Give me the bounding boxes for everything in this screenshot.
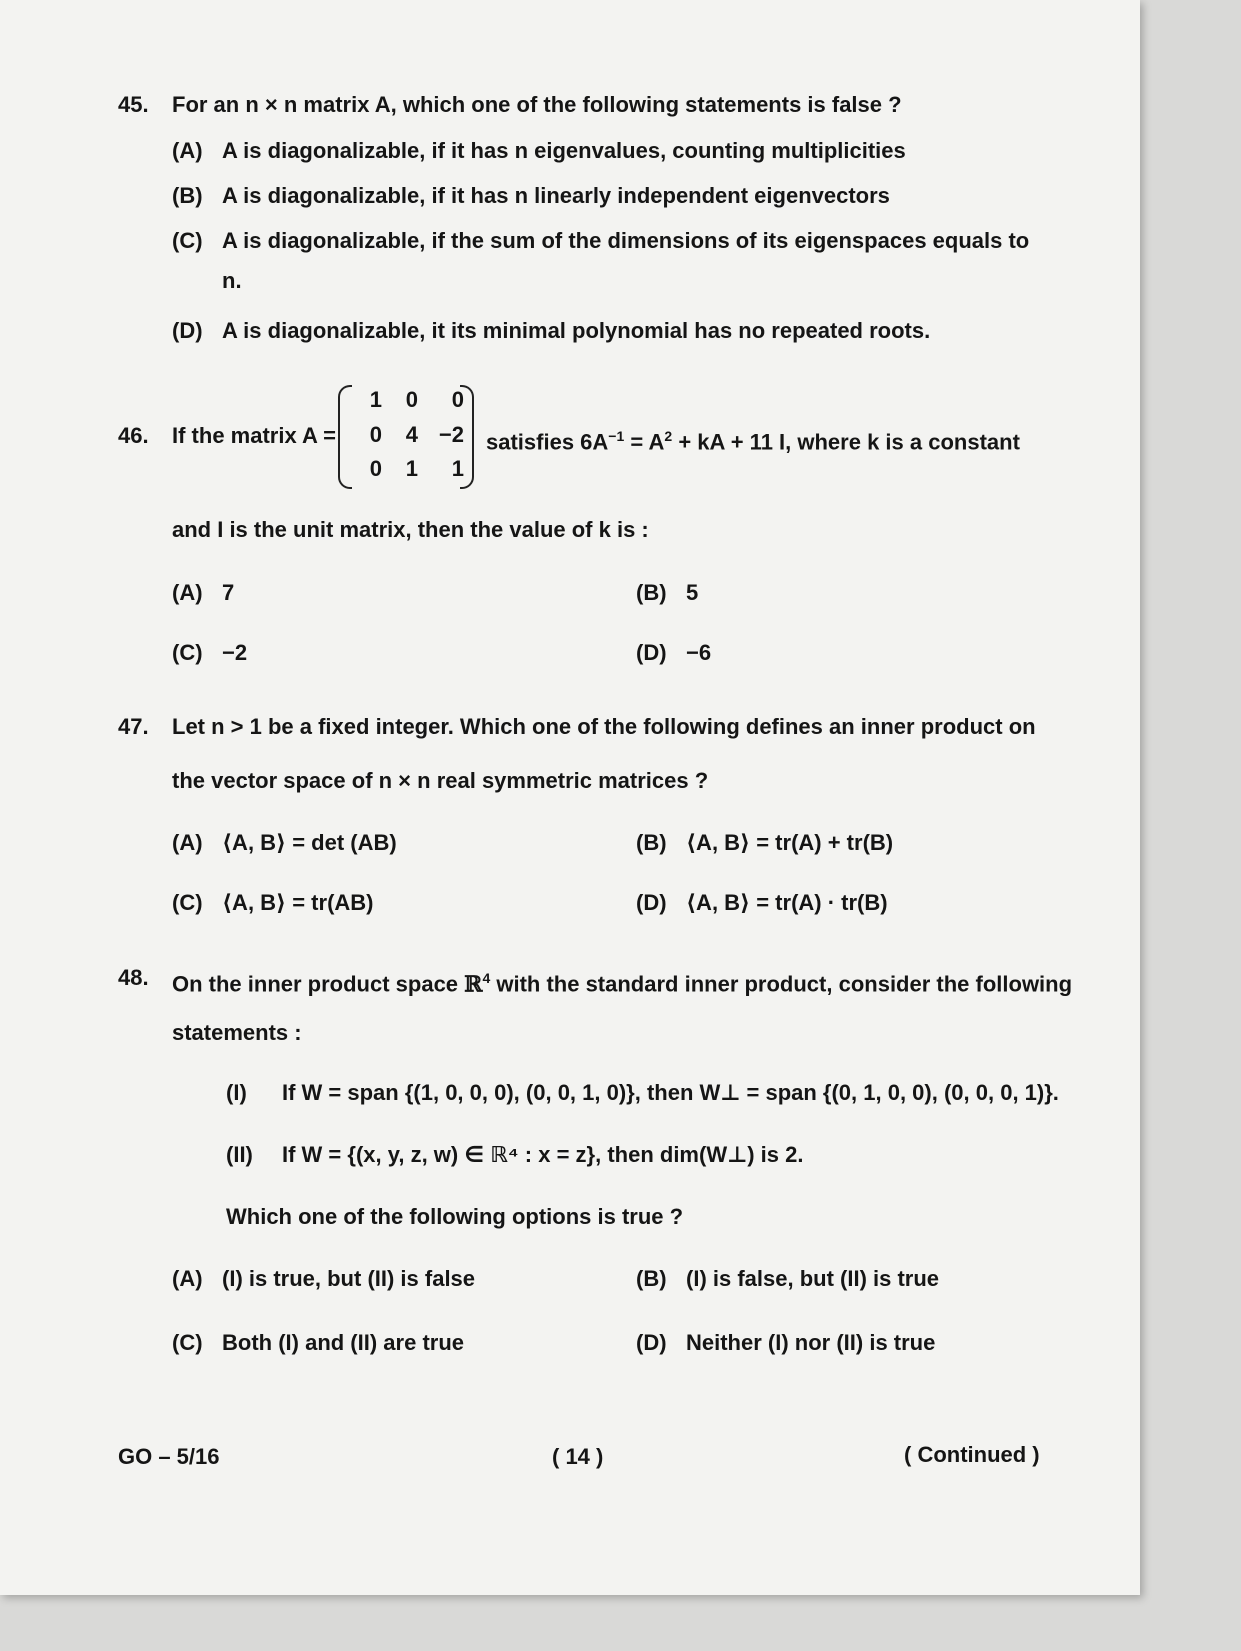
stem-part: with the standard inner product, consider the following (490, 971, 1073, 997)
superscript: −1 (608, 428, 625, 444)
option-text: ⟨A, B⟩ = tr(A) · tr(B) (686, 890, 888, 915)
option-text: Both (I) and (II) are true (222, 1330, 464, 1355)
matrix-cell: 0 (405, 387, 418, 412)
option-label: (A) (172, 138, 203, 163)
statement-label: (II) (226, 1142, 253, 1167)
stem-part: On the inner product space (172, 971, 465, 997)
option-text-continued: n. (222, 268, 242, 293)
option-d[interactable] (636, 890, 888, 916)
question-prompt: Which one of the following options is true ? (226, 1204, 684, 1229)
option-text: A is diagonalizable, it its minimal polynomial has no repeated roots. (222, 318, 931, 343)
matrix-cell: 1 (369, 387, 382, 412)
reals-symbol: ℝ (464, 971, 483, 998)
option-c[interactable] (172, 890, 374, 916)
option-label: (B) (636, 1266, 667, 1291)
option-text: A is diagonalizable, if it has n eigenvalues, counting multiplicities (222, 138, 906, 163)
option-label: (D) (636, 1330, 667, 1355)
option-b[interactable] (636, 1266, 939, 1292)
question-number: 48. (118, 965, 149, 990)
option-d[interactable] (636, 1330, 935, 1356)
option-a[interactable] (172, 138, 906, 164)
option-text: Neither (I) nor (II) is true (686, 1330, 936, 1355)
question-number: 47. (118, 714, 149, 739)
option-label: (A) (172, 830, 203, 855)
page-number: ( 14 ) (552, 1444, 604, 1469)
matrix-cell: 1 (405, 456, 418, 481)
stem-part: = A (624, 429, 665, 455)
option-b[interactable] (636, 580, 698, 606)
option-text: −2 (222, 640, 248, 665)
matrix-cell: 1 (451, 456, 464, 481)
matrix-a (338, 385, 474, 485)
question-stem-pre: If the matrix A = (172, 423, 337, 448)
option-c[interactable] (172, 640, 247, 666)
option-d[interactable] (636, 640, 711, 666)
option-b[interactable] (172, 183, 890, 209)
option-a[interactable] (172, 830, 397, 856)
option-text: A is diagonalizable, if it has n linearly independent eigenvectors (222, 183, 890, 208)
option-label: (D) (172, 318, 203, 343)
matrix-cell: −2 (438, 422, 464, 447)
statement-text: If W = span {(1, 0, 0, 0), (0, 0, 1, 0)}, then W⊥ = span {(0, 1, 0, 0), (0, 0, 0, 1)}. (282, 1080, 1059, 1105)
option-text: A is diagonalizable, if the sum of the dimensions of its eigenspaces equals to (222, 228, 1030, 253)
matrix-cell: 0 (369, 456, 382, 481)
option-text: (I) is true, but (II) is false (222, 1266, 476, 1291)
stem-part: satisfies 6A (486, 429, 609, 455)
superscript: 4 (482, 970, 491, 986)
option-a[interactable] (172, 580, 234, 606)
option-d[interactable] (172, 318, 930, 344)
option-label: (B) (636, 830, 667, 855)
option-text: −6 (686, 640, 712, 665)
option-label: (C) (172, 640, 203, 665)
option-text: ⟨A, B⟩ = det (AB) (222, 830, 397, 855)
option-text: ⟨A, B⟩ = tr(A) + tr(B) (686, 830, 894, 855)
option-label: (C) (172, 1330, 203, 1355)
question-stem-line2: and I is the unit matrix, then the value of k is : (172, 517, 649, 542)
option-label: (C) (172, 228, 203, 253)
option-c[interactable] (172, 1330, 464, 1356)
question-number: 46. (118, 423, 149, 448)
paper-code: GO – 5/16 (118, 1444, 220, 1469)
option-a[interactable] (172, 1266, 475, 1292)
statement-text: If W = {(x, y, z, w) ∈ ℝ⁴ : x = z}, then dim(W⊥) is 2. (282, 1142, 804, 1167)
matrix-cell: 0 (369, 422, 382, 447)
option-label: (B) (636, 580, 667, 605)
question-stem-line2: the vector space of n × n real symmetric matrices ? (172, 768, 709, 793)
matrix-row (352, 422, 462, 448)
question-stem-line2: statements : (172, 1020, 302, 1045)
option-label: (C) (172, 890, 203, 915)
superscript: 2 (664, 428, 673, 444)
question-number: 45. (118, 92, 149, 117)
matrix-row (352, 456, 462, 482)
stem-part: + kA + 11 I, where k is a constant (672, 429, 1020, 455)
option-text: ⟨A, B⟩ = tr(AB) (222, 890, 374, 915)
statement-i (226, 1080, 1059, 1106)
matrix-cell: 0 (451, 387, 464, 412)
question-stem-post (486, 423, 1020, 455)
option-label: (A) (172, 1266, 203, 1291)
option-text: 7 (222, 580, 235, 605)
option-b[interactable] (636, 830, 893, 856)
option-text: (I) is false, but (II) is true (686, 1266, 940, 1291)
question-stem: For an n × n matrix A, which one of the following statements is false ? (172, 92, 902, 117)
question-stem: Let n > 1 be a fixed integer. Which one of the following defines an inner product on (172, 714, 1036, 739)
statement-label: (I) (226, 1080, 247, 1105)
matrix-cell: 4 (405, 422, 418, 447)
continued-label: ( Continued ) (904, 1442, 1040, 1467)
option-label: (D) (636, 640, 667, 665)
statement-ii (226, 1142, 803, 1168)
option-text: 5 (686, 580, 699, 605)
option-c[interactable] (172, 228, 1029, 254)
option-c-continued (222, 268, 242, 294)
option-label: (A) (172, 580, 203, 605)
question-stem (172, 965, 1072, 997)
option-label: (D) (636, 890, 667, 915)
option-label: (B) (172, 183, 203, 208)
matrix-row (352, 387, 462, 413)
